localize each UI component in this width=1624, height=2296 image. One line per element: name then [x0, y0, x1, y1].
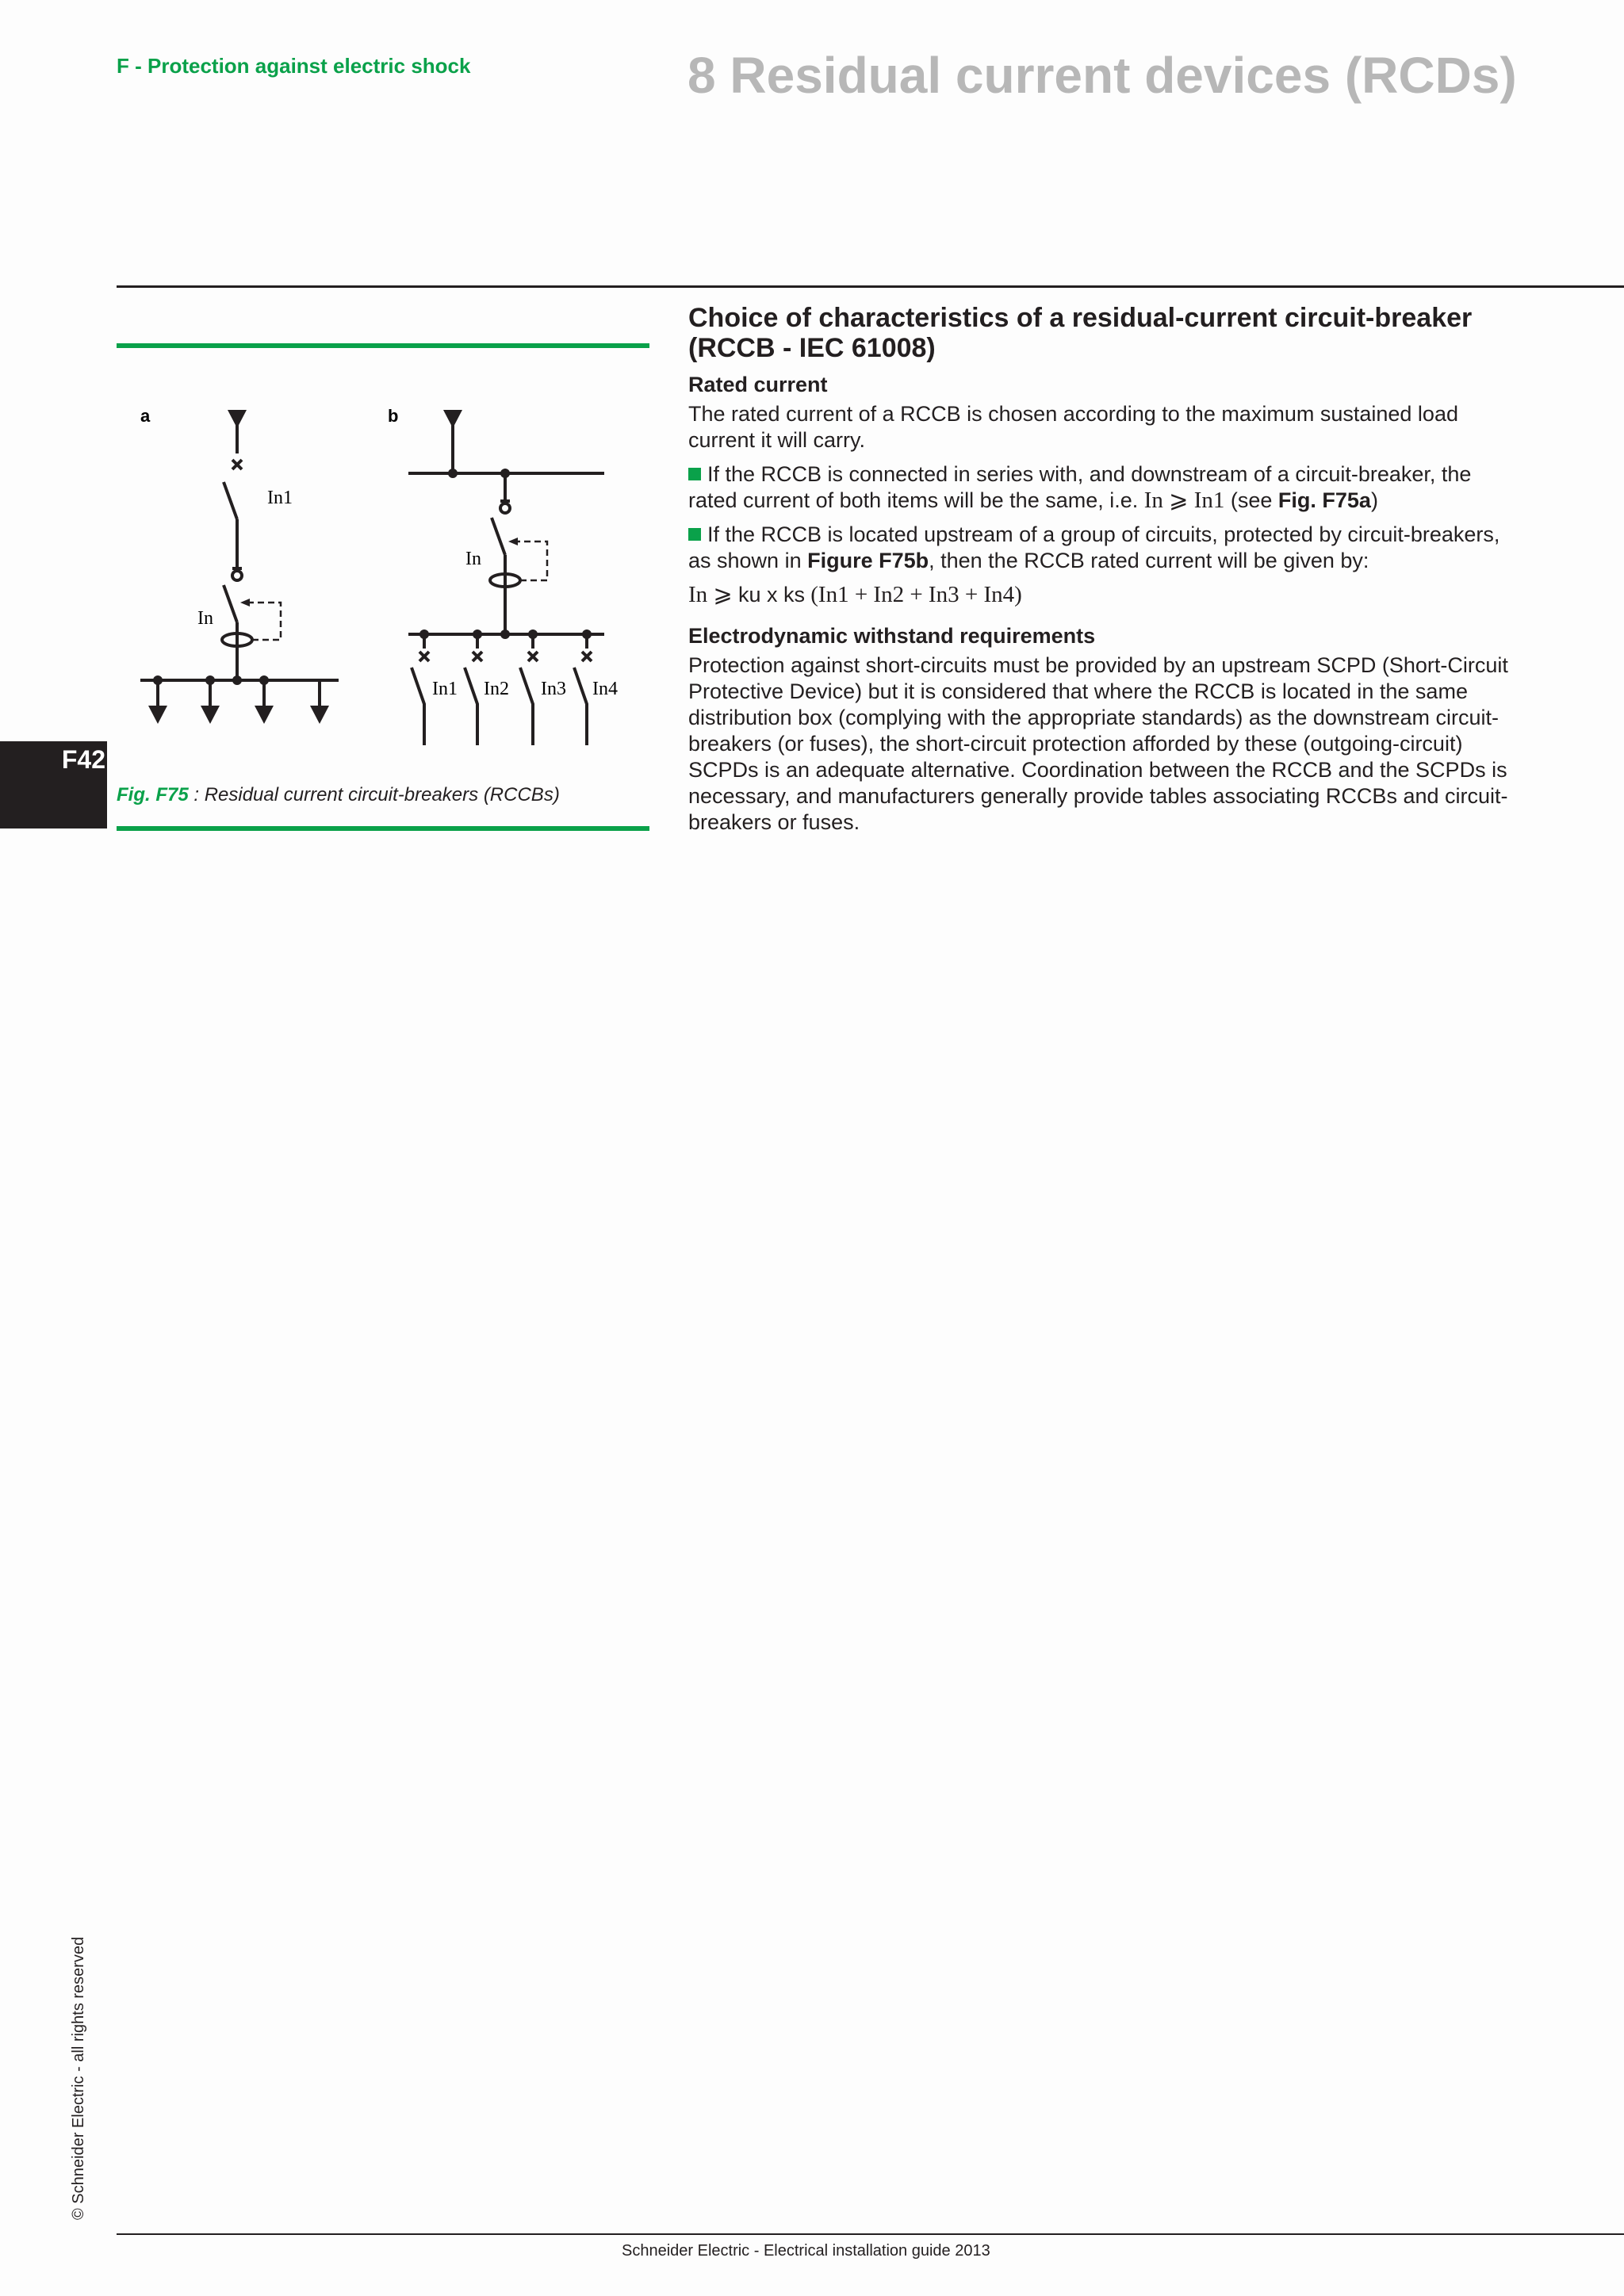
a-load-arrow	[255, 706, 274, 724]
chapter-title: 8 Residual current devices (RCDs)	[688, 47, 1517, 104]
a-in-label: In	[197, 608, 213, 629]
figure-ref: Fig. F75	[117, 784, 189, 806]
a-sense-loop	[246, 603, 281, 640]
a-load-arrow	[148, 706, 167, 724]
page-number: F42	[61, 745, 105, 774]
bullet-upstream	[688, 522, 1513, 574]
footer-divider	[117, 2233, 1624, 2235]
electrodynamic-paragraph: Protection against short-circuits must be provided by an upstream SCPD (Short-Circuit Protective Device) but it is considered that where the RCCB is located in the same distribution box (complying with the appropriate standards) as the downstream circuit-breakers (or fuses), the short-circuit protection afforded by these (outgoing-circuit) SCPDs is an adequate alternative. Coordination between the RCCB and the SCPDs is necessary, and manufacturers generally provide tables associating RCCBs and circuit-breakers or fuses.	[688, 653, 1508, 834]
bullet-text: (see	[1224, 488, 1278, 512]
rccb-diagram	[117, 396, 624, 761]
rated-current-heading: Rated current	[688, 373, 828, 396]
main-text	[688, 303, 1513, 844]
figure-reference: Fig. F75a	[1277, 488, 1371, 512]
formula-part: ku x ks	[737, 583, 805, 607]
b-sense-arrow	[508, 538, 518, 545]
b-in-label: In	[465, 549, 481, 569]
a-rccb-trip	[232, 571, 242, 580]
a-sense-arrow	[240, 599, 250, 607]
copyright-notice: © Schneider Electric - all rights reserved	[70, 1936, 87, 2220]
b-cb4-blade	[574, 668, 587, 745]
b-cb2-blade	[465, 668, 477, 745]
a-load-arrow	[310, 706, 329, 724]
formula-part: In ⩾	[688, 582, 738, 607]
header-divider	[117, 285, 1624, 288]
b-branch-label: In3	[541, 679, 566, 699]
bullet-text: , then the RCCB rated current will be given by:	[929, 549, 1369, 572]
figure-bottom-rule	[117, 826, 649, 831]
footer-text: Schneider Electric - Electrical installation guide 2013	[622, 2242, 990, 2260]
bullet-text: If the RCCB is located upstream of a group of circuits, protected by circuit-breakers, as shown in	[688, 522, 1500, 572]
caption-text: : Residual current circuit-breakers (RCCBs)	[188, 784, 560, 806]
b-branch-label: In1	[432, 679, 458, 699]
bullet-series	[688, 461, 1513, 514]
b-cb2-cross	[473, 652, 482, 661]
b-cb1-blade	[412, 668, 424, 745]
figure-reference: Figure F75b	[807, 549, 929, 572]
b-branch-label: In4	[592, 679, 618, 699]
a-load-arrow	[201, 706, 220, 724]
bullet-square-icon	[688, 468, 701, 480]
bullet-text: )	[1370, 488, 1378, 512]
electrodynamic-heading: Electrodynamic withstand requirements	[688, 624, 1096, 648]
b-rccb-trip	[500, 503, 510, 513]
a-cb-cross	[232, 460, 242, 469]
a-rccb-blade	[224, 585, 237, 622]
figure-top-rule	[117, 343, 649, 348]
formula-part: (In1 + In2 + In3 + In4)	[805, 582, 1022, 607]
a-source-arrow	[228, 410, 247, 428]
b-cb3-blade	[520, 668, 533, 745]
rated-current-formula	[688, 582, 1513, 608]
figure-caption	[117, 784, 560, 806]
section-heading: Choice of characteristics of a residual-current circuit-breaker (RCCB - IEC 61008)	[688, 303, 1473, 363]
a-in1-label: In1	[267, 488, 293, 508]
bullet-text: If the RCCB is connected in series with, and downstream of a circuit-breaker, the rated current of both items will be the same, i.e.	[688, 462, 1472, 512]
rated-current-paragraph: The rated current of a RCCB is chosen according to the maximum sustained load current it will carry.	[688, 402, 1458, 452]
b-cb3-cross	[528, 652, 538, 661]
b-cb4-cross	[582, 652, 592, 661]
b-rccb-blade	[492, 518, 505, 555]
bullet-square-icon	[688, 528, 701, 541]
panel-a-label: a	[140, 406, 151, 426]
page-number-tab	[0, 741, 107, 828]
b-sense-loop	[514, 541, 547, 580]
a-cb-blade	[224, 482, 237, 519]
section-label: F - Protection against electric shock	[117, 54, 471, 78]
inline-formula: In ⩾ In1	[1143, 488, 1225, 513]
b-branch-label: In2	[484, 679, 509, 699]
panel-b-label: b	[388, 406, 399, 426]
b-cb1-cross	[419, 652, 429, 661]
